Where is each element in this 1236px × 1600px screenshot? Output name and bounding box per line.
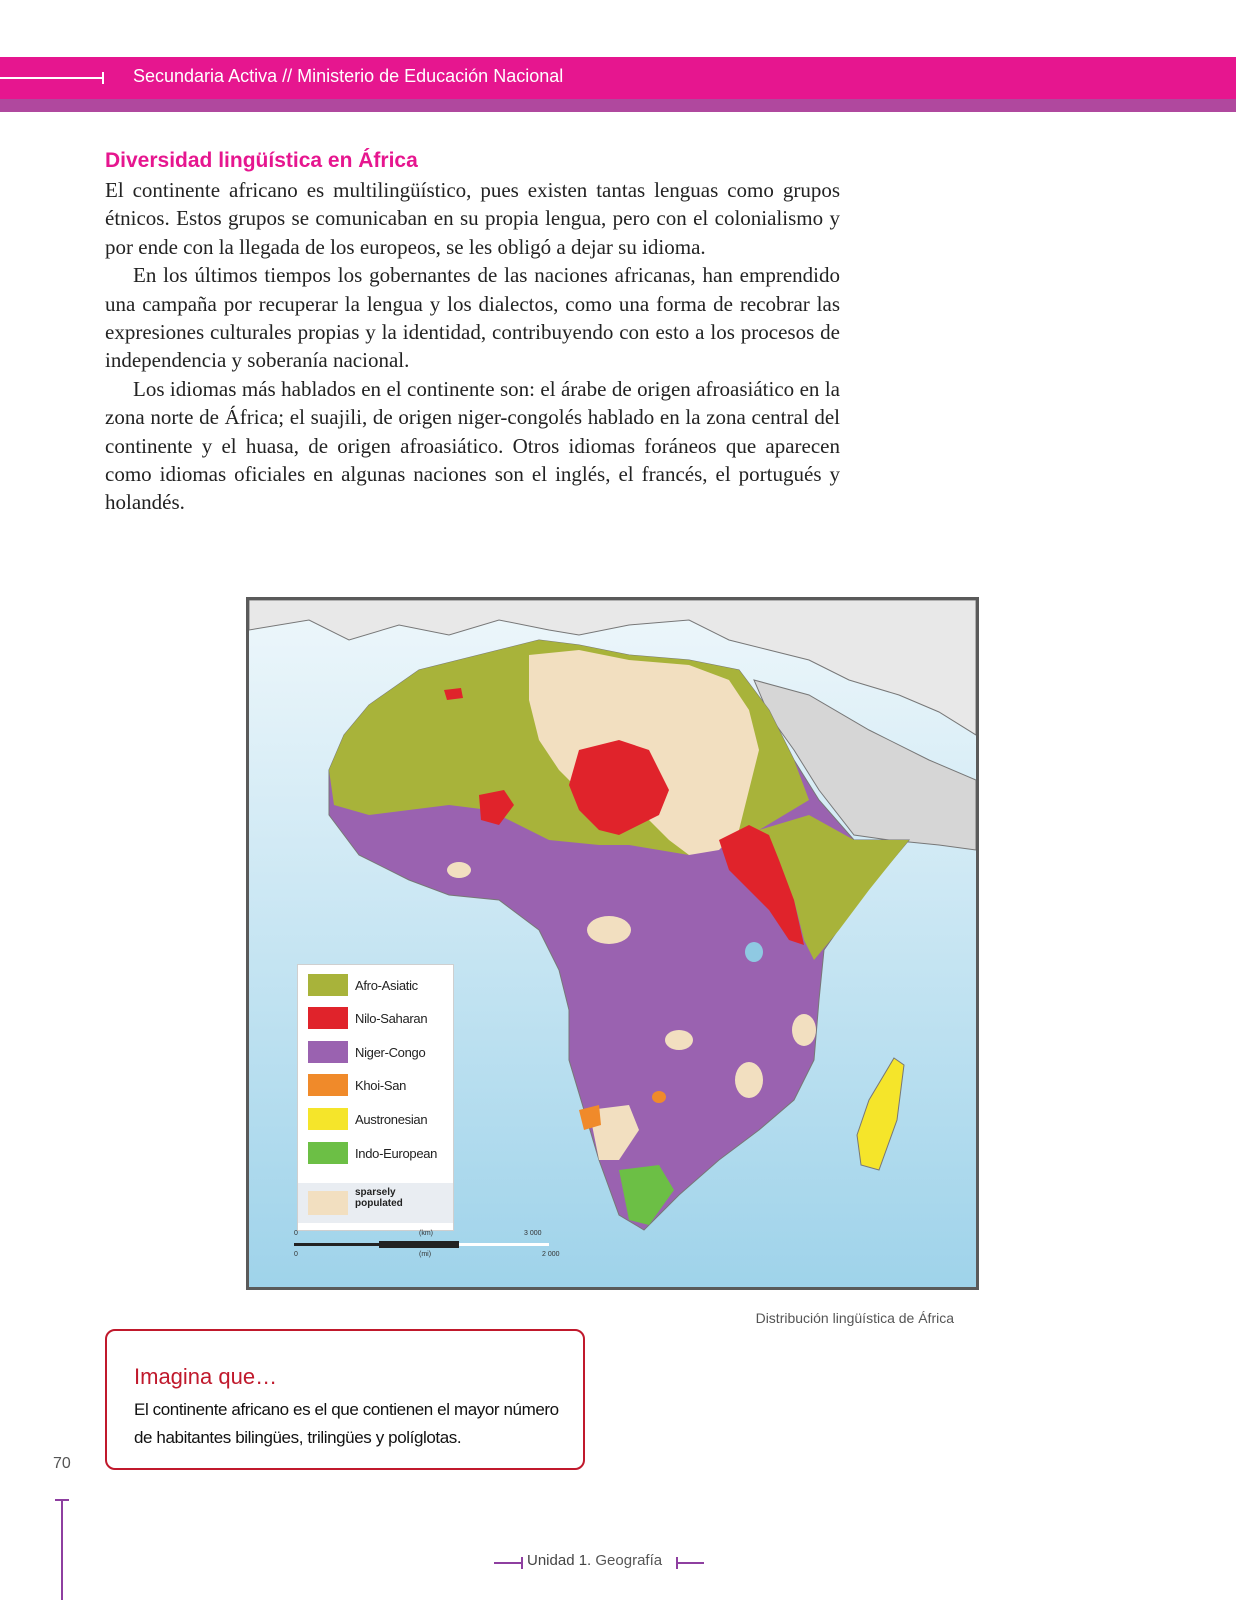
scale-label: (mi) (419, 1251, 432, 1258)
legend-label: Nilo-Saharan (355, 1011, 428, 1026)
scale-block-light (459, 1243, 549, 1246)
legend-swatch (308, 1041, 348, 1063)
map-legend (297, 964, 454, 1231)
sparse-spot (735, 1062, 763, 1098)
paragraph-1: El continente africano es multilingüístico, pues existen tantas lenguas como grupos étnicos. Estos grupos se comunicaban en su propia lengua, pero con el colonialismo y por ende con la llegada de los europeos, se les obligó a dejar su idioma. (105, 178, 840, 259)
scale-label: (km) (419, 1230, 433, 1237)
footer-text (527, 1552, 662, 1569)
footer-subject: Geografía (595, 1552, 663, 1569)
nilo-saharan-spot (444, 688, 463, 700)
khoi-san-spot (652, 1091, 666, 1103)
paragraph-2: En los últimos tiempos los gobernantes de las naciones africanas, han emprendido una campaña por recuperar la lengua y los dialectos, como una forma de recobrar las expresiones culturales propias y la identidad, contribuyendo con esto a los procesos de independencia y soberanía nacional. (105, 263, 840, 373)
legend-item-khoi-san (308, 1074, 448, 1098)
map-caption: Distribución lingüística de África (755, 1310, 954, 1326)
scale-label: 3 000 (524, 1230, 542, 1237)
sparse-spot (665, 1030, 693, 1050)
legend-label: Afro-Asiatic (355, 978, 418, 993)
body-text (105, 176, 840, 517)
legend-label: Austronesian (355, 1112, 428, 1127)
legend-swatch (308, 1108, 348, 1130)
legend-label: Indo-European (355, 1146, 438, 1161)
lake-victoria (745, 942, 763, 962)
scale-block (379, 1241, 459, 1248)
imagine-box (105, 1329, 585, 1470)
legend-label: sparsely populated (355, 1187, 403, 1209)
footer-line-left (494, 1562, 522, 1564)
imagine-title: Imagina que… (134, 1364, 278, 1389)
header-title: Secundaria Activa // Ministerio de Educación Nacional (133, 66, 564, 86)
legend-item-indo-european (308, 1142, 448, 1166)
footer (0, 1549, 1236, 1573)
sparse-spot (792, 1014, 816, 1046)
scale-label: 0 (294, 1230, 298, 1237)
legend-label: Niger-Congo (355, 1045, 426, 1060)
legend-item-niger-congo (308, 1041, 448, 1065)
legend-swatch (308, 1142, 348, 1164)
footer-tick-left (521, 1557, 523, 1569)
legend-swatch (308, 1074, 348, 1096)
legend-swatch (308, 1007, 348, 1029)
scale-label: 0 (294, 1251, 298, 1258)
header-band-lower (0, 99, 1236, 112)
sparse-spot (587, 916, 631, 944)
footer-unit: Unidad 1. (527, 1552, 592, 1569)
legend-swatch (308, 974, 348, 996)
legend-item-austronesian (308, 1108, 448, 1132)
scale-label: 2 000 (542, 1251, 560, 1258)
footer-line-right (676, 1562, 704, 1564)
header-rule (0, 77, 104, 79)
legend-item-afro-asiatic (308, 974, 448, 998)
map-scale-bar (294, 1230, 564, 1260)
page-number: 70 (53, 1455, 71, 1472)
header-tick (102, 72, 104, 84)
legend-label: Khoi-San (355, 1078, 407, 1093)
legend-item-nilo-saharan (308, 1007, 448, 1031)
paragraph-3: Los idiomas más hablados en el continente son: el árabe de origen afroasiático en la zona norte de África; el suajili, de origen niger-congolés hablado en la zona central del continente y el huasa, de origen afroasiático. Otros idiomas foráneos que aparecen como idiomas oficiales en algunas naciones son el inglés, el francés, el portugués y holandés. (105, 376, 840, 515)
sparse-spot (447, 862, 471, 878)
africa-language-map (246, 597, 979, 1290)
imagine-text: El continente africano es el que contienen el mayor número de habitantes bilingües, trilingües y políglotas. (134, 1400, 559, 1447)
legend-item-sparse (298, 1183, 453, 1223)
legend-swatch (308, 1191, 348, 1215)
section-title: Diversidad lingüística en África (105, 149, 418, 172)
